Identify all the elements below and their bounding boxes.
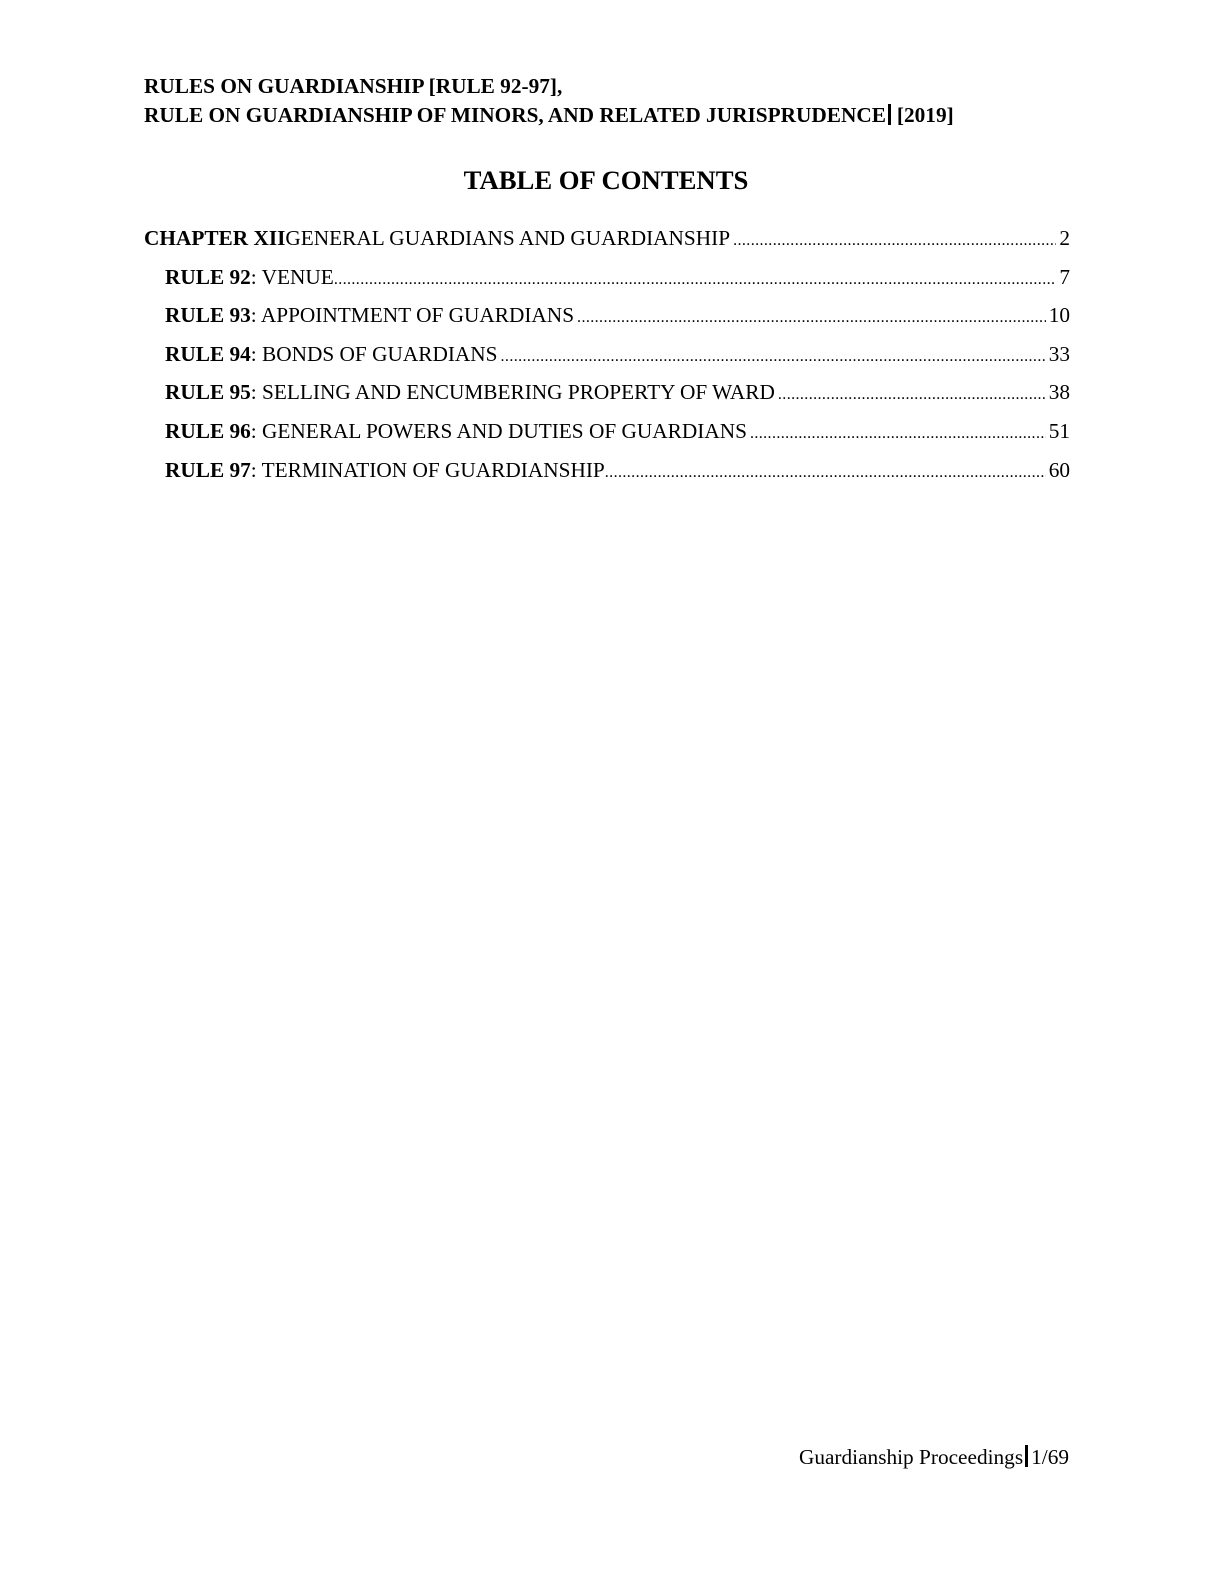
dot-leader	[605, 458, 1046, 487]
toc-entry-chapter-xii[interactable]	[144, 224, 1070, 253]
toc-entry-title: : TERMINATION OF GUARDIANSHIP	[250, 457, 605, 482]
toc-entry-rule-97[interactable]	[144, 456, 1070, 485]
dot-leader	[334, 265, 1057, 294]
dot-leader	[778, 380, 1046, 409]
dot-leader	[577, 303, 1046, 332]
toc-title: TABLE OF CONTENTS	[463, 165, 749, 195]
dot-leader	[733, 226, 1056, 255]
document-header	[144, 72, 1084, 130]
toc-entry-rule-96[interactable]	[144, 417, 1070, 446]
header-line-2-text: RULE ON GUARDIANSHIP OF MINORS, AND RELATED JURISPRUDENCE	[144, 103, 886, 127]
toc-entry-number: RULE 97	[165, 457, 251, 482]
header-line-2	[144, 101, 1084, 130]
toc-entry-page: 7	[1059, 264, 1070, 289]
toc-entry-title: GENERAL GUARDIANS AND GUARDIANSHIP	[285, 226, 731, 250]
toc-entry-number: RULE 95	[165, 380, 251, 405]
footer-separator-bar	[1025, 1445, 1028, 1467]
toc-entry-rule-93[interactable]	[144, 301, 1070, 330]
toc-entry-rule-92[interactable]	[144, 263, 1070, 292]
toc-entry-rule-95[interactable]	[144, 378, 1070, 407]
toc-entry-title: : GENERAL POWERS AND DUTIES OF GUARDIANS	[250, 418, 747, 443]
toc-entry-page: 2	[1059, 226, 1070, 250]
toc-entry-number: RULE 92	[165, 264, 251, 289]
footer-title: Guardianship Proceedings	[798, 1445, 1024, 1469]
header-line-1: RULES ON GUARDIANSHIP [RULE 92-97],	[144, 74, 563, 98]
toc-entry-rule-94[interactable]	[144, 340, 1070, 369]
toc-entry-title: : BONDS OF GUARDIANS	[250, 341, 498, 366]
footer-page-number: 1/69	[1031, 1445, 1069, 1469]
header-year: [2019]	[896, 103, 954, 127]
page-footer	[799, 1443, 1069, 1472]
toc-entry-page: 60	[1048, 457, 1070, 482]
toc-entry-page: 33	[1048, 341, 1070, 366]
dot-leader	[501, 342, 1046, 371]
toc-entry-page: 38	[1048, 380, 1070, 405]
toc-entry-number: RULE 96	[165, 418, 251, 443]
toc-entry-number: CHAPTER XII	[144, 226, 286, 250]
toc-entry-title: : SELLING AND ENCUMBERING PROPERTY OF WARD	[250, 380, 775, 405]
toc-entry-page: 51	[1048, 418, 1070, 443]
separator-bar	[888, 104, 891, 125]
table-of-contents	[144, 224, 1070, 494]
toc-entry-title: : APPOINTMENT OF GUARDIANS	[250, 303, 575, 328]
toc-entry-title: : VENUE	[250, 264, 334, 289]
toc-entry-page: 10	[1048, 303, 1070, 328]
toc-entry-number: RULE 93	[165, 303, 251, 328]
toc-entry-number: RULE 94	[165, 341, 251, 366]
dot-leader	[750, 419, 1046, 448]
